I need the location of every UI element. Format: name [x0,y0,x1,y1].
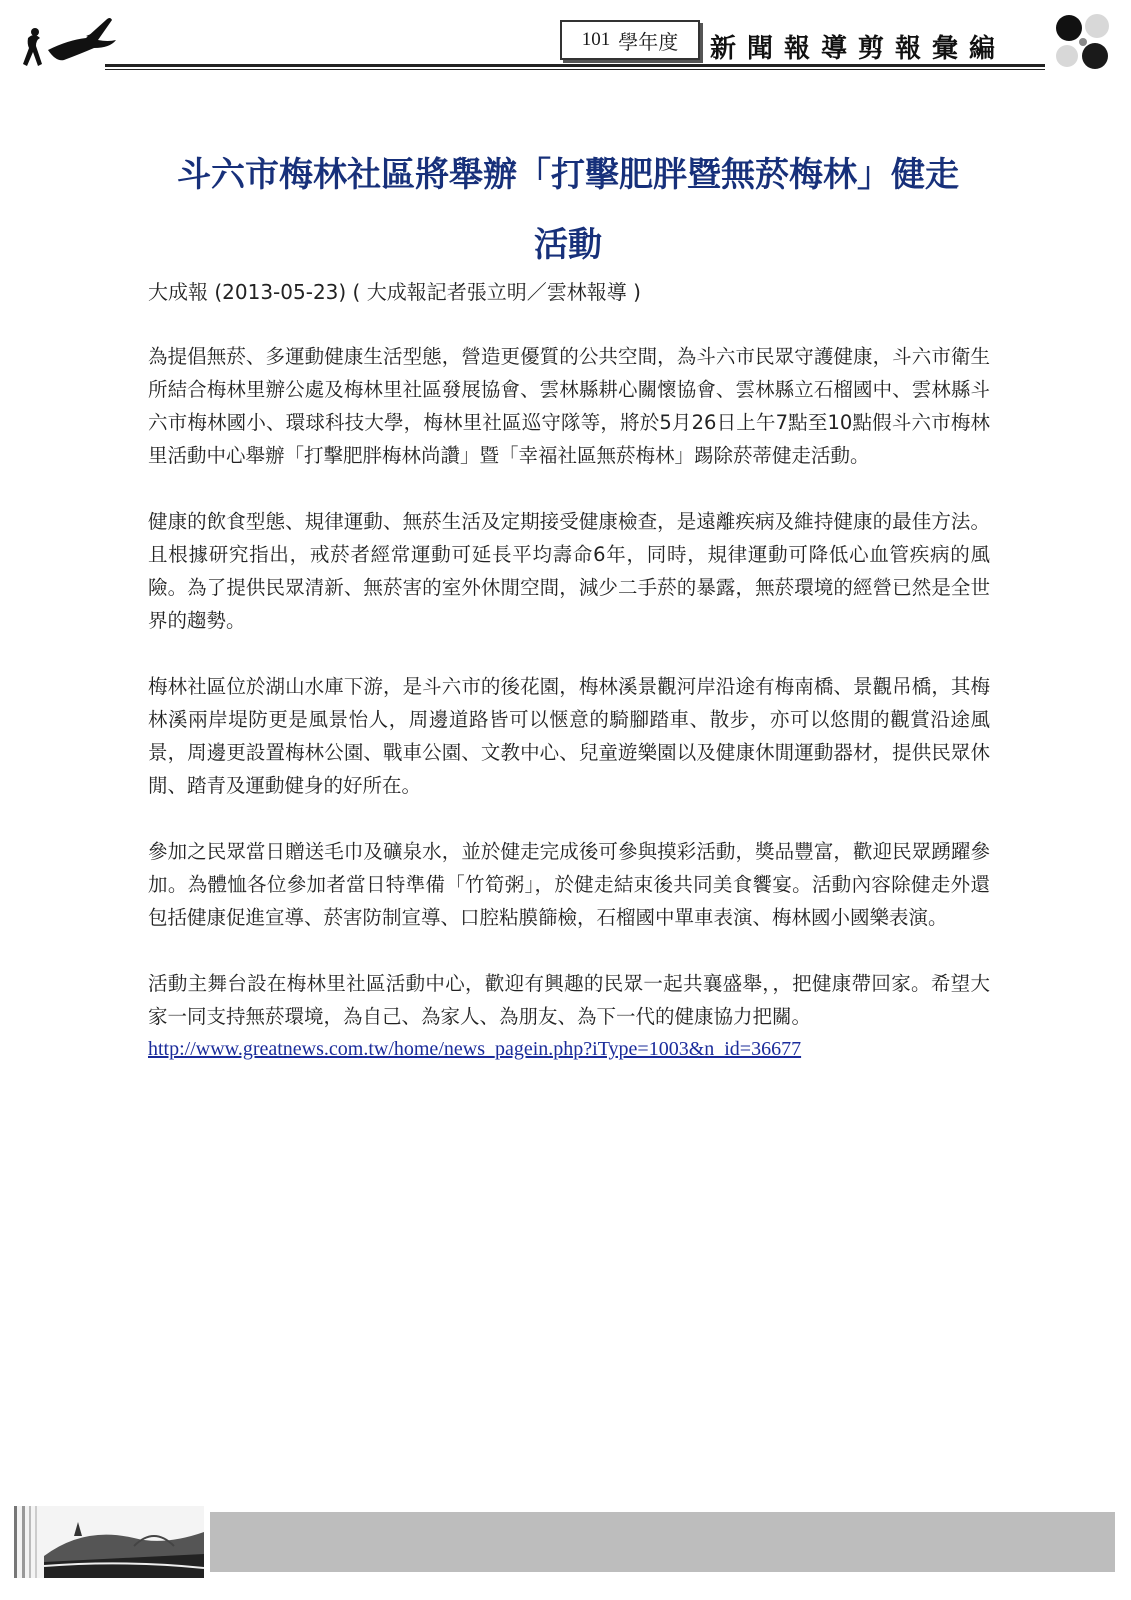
school-year-label: 學年度 [618,31,679,54]
article-title-line2: 活動 [534,225,602,265]
school-year-box [560,20,700,60]
article-title-line1: 斗六市梅林社區將舉辦「打擊肥胖暨無菸梅林」健走 [177,155,959,195]
article-paragraph-3: 梅林社區位於湖山水庫下游，是斗六市的後花園，梅林溪景觀河岸沿途有梅南橋、景觀吊橋，其梅林溪兩岸堤防更是風景怡人，周邊道路皆可以愜意的騎腳踏車、散步，亦可以悠閒的觀賞沿途風景，周邊更設置梅林公園、戰車公園、文教中心、兒童遊樂園以及健康休閒運動器材，提供民眾休閒、踏青及運動健身的好所在。 [148,675,990,797]
header-rule-thin [105,69,1045,70]
header-title: 新聞報導剪報彙編 [710,34,1007,64]
page-header [0,0,1131,80]
page-footer [14,1506,1117,1578]
article-title [148,140,988,280]
dots-cluster-icon [1053,12,1113,72]
school-year-number: 101 [581,29,611,50]
article-paragraph-4: 參加之民眾當日贈送毛巾及礦泉水，並於健走完成後可參與摸彩活動，獎品豐富，歡迎民眾踴躍參加。為體恤各位參加者當日特準備「竹筍粥」，於健走結束後共同美食饗宴。活動內容除健走外還包括健康促進宣導、菸害防制宣導、口腔粘膜篩檢，石榴國中單車表演、梅林國小國樂表演。 [148,840,990,929]
header-rule [105,64,1045,67]
footer-bar [210,1512,1115,1572]
article-paragraph-5: 活動主舞台設在梅林里社區活動中心，歡迎有興趣的民眾一起共襄盛舉，，把健康帶回家。希望大家一同支持無菸環境，為自己、為家人、為朋友、為下一代的健康協力把關。 [148,972,990,1028]
article-body [148,340,990,1065]
source-link[interactable]: http://www.greatnews.com.tw/home/news_pagein.php?iType=1003&n_id=36677 [148,1038,802,1060]
landscape-photo-icon [14,1506,204,1578]
article-paragraph-1: 為提倡無菸、多運動健康生活型態，營造更優質的公共空間，為斗六市民眾守護健康，斗六市衛生所結合梅林里辦公處及梅林里社區發展協會、雲林縣耕心關懷協會、雲林縣立石榴國中、雲林縣斗六市梅林國小、環球科技大學，梅林里社區巡守隊等，將於5月26日上午7點至10點假斗六市梅林里活動中心舉辦「打擊肥胖梅林尚讚」暨「幸福社區無菸梅林」踢除菸蒂健走活動。 [148,345,990,467]
article-paragraph-2: 健康的飲食型態、規律運動、無菸生活及定期接受健康檢查，是遠離疾病及維持健康的最佳方法。且根據研究指出，戒菸者經常運動可延長平均壽命6年，同時，規律運動可降低心血管疾病的風險。為了提供民眾清新、無菸害的室外休閒空間，減少二手菸的暴露，無菸環境的經營已然是全世界的趨勢。 [148,510,990,632]
article-byline: 大成報 (2013-05-23) ( 大成報記者張立明／雲林報導 ) [148,280,641,304]
